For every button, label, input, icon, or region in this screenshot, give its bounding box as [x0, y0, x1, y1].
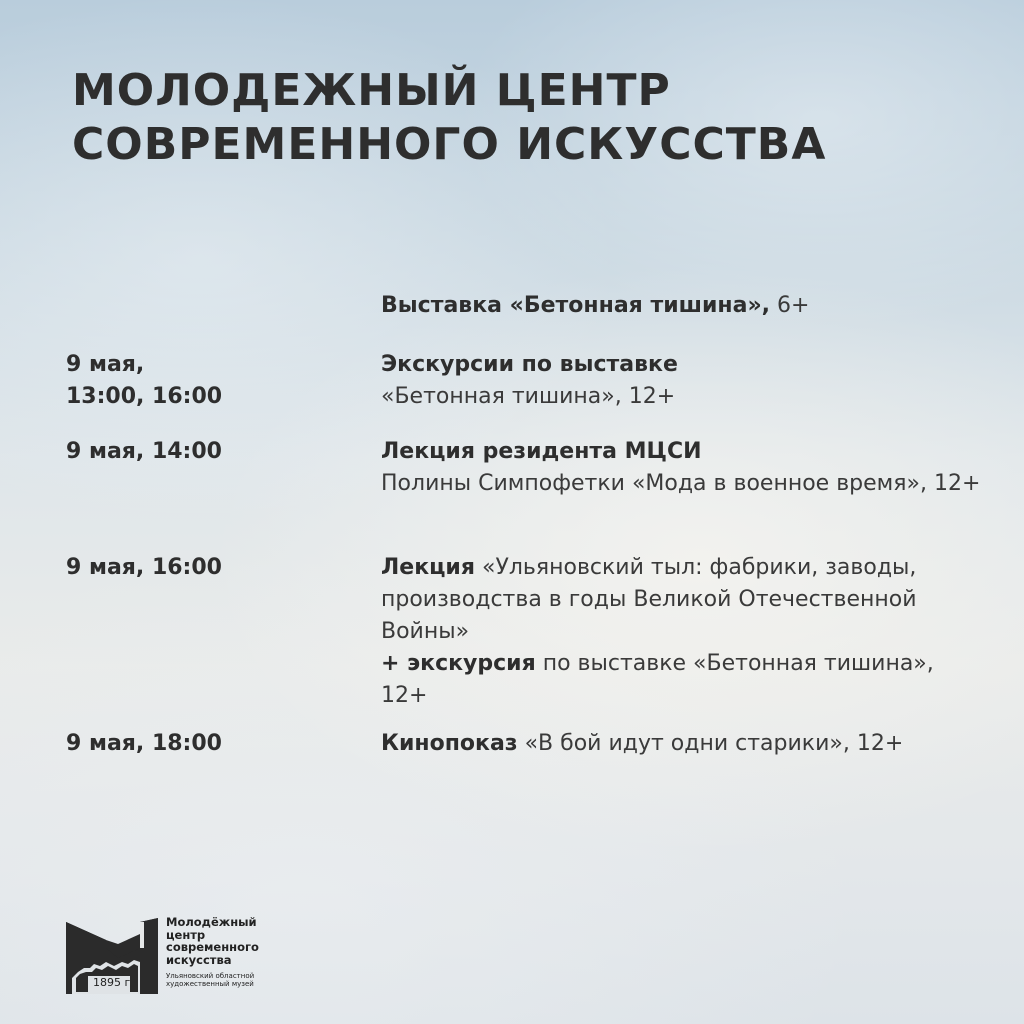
logo-subtitle-line: Ульяновский областной — [166, 972, 255, 980]
logo-name-line: центр — [166, 927, 206, 942]
event-title: Лекция — [381, 555, 475, 580]
title-line-1: МОЛОДЕЖНЫЙ ЦЕНТР — [72, 65, 671, 116]
event-date — [66, 436, 356, 468]
event-details: 6+ — [770, 293, 810, 318]
event-description — [381, 349, 991, 413]
event-title: Экскурсии по выставке — [381, 352, 678, 377]
logo-year: 1895 г — [93, 976, 131, 989]
event-details: «В бой идут одни старики», 12+ — [517, 731, 904, 756]
event-details: Полины Симпофетки «Мода в военное время», 12+ — [381, 471, 981, 496]
event-date — [66, 728, 356, 760]
title-line-2: СОВРЕМЕННОГО ИСКУССТВА — [72, 119, 827, 170]
event-description — [381, 436, 991, 500]
event-date-line: 13:00, 16:00 — [66, 384, 223, 409]
event-date-line: 9 мая, — [66, 352, 145, 377]
event-description — [381, 552, 961, 712]
event-title: Лекция резидента МЦСИ — [381, 439, 702, 464]
event-date — [66, 349, 356, 413]
event-date-line: 9 мая, 18:00 — [66, 731, 222, 756]
logo-name — [166, 916, 259, 966]
event-description — [381, 728, 1011, 760]
logo-name-line: искусства — [166, 952, 232, 967]
logo-subtitle — [166, 972, 254, 988]
event-addon-details: по выставке «Бетонная тишина», 12+ — [381, 651, 934, 708]
logo-subtitle-line: художественный музей — [166, 980, 254, 988]
museum-logo — [66, 914, 326, 994]
logo-name-line: современного — [166, 940, 259, 954]
event-date-line: 9 мая, 14:00 — [66, 439, 222, 464]
event-title: Выставка «Бетонная тишина», — [381, 293, 771, 318]
page-title — [72, 64, 826, 172]
logo-name-line: Молодёжный — [166, 915, 257, 929]
event-date-line: 9 мая, 16:00 — [66, 555, 222, 580]
event-description — [381, 290, 991, 322]
event-addon-title: + экскурсия — [381, 651, 536, 676]
event-title: Кинопоказ — [381, 731, 518, 756]
event-details: «Ульяновский тыл: фабрики, заводы, производства в годы Великой Отечественной Войны» — [381, 555, 917, 644]
event-date — [66, 552, 356, 584]
event-details: «Бетонная тишина», 12+ — [381, 384, 676, 409]
